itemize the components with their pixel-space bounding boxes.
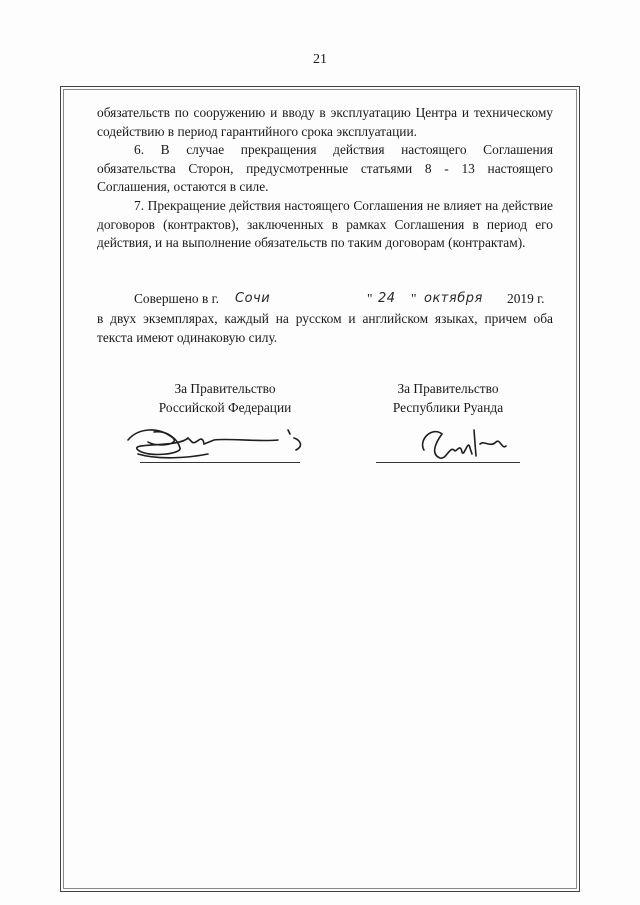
signatory-russia [130, 380, 320, 417]
city-handwritten: Сочи [235, 291, 271, 306]
paragraph-article-7: 7. Прекращение действия настоящего Соглашения не влияет на действие договоров (контрактов), заключенных в рамках Соглашения в период его действия, и на выполнение обязательств по таким договорам (контрактам). [97, 197, 553, 251]
closing-clause [97, 290, 553, 347]
day-handwritten: 24 [378, 291, 396, 306]
signature-line-rwanda [376, 462, 520, 463]
closing-date-line [97, 290, 553, 310]
agreement-body [97, 104, 553, 253]
signatory-rwanda [358, 380, 538, 417]
signature-rwanda [410, 420, 520, 464]
month-handwritten: октября [424, 291, 483, 306]
closing-rest: в двух экземплярах, каждый на русском и английском языках, причем оба текста имеют одинаковую силу. [97, 311, 553, 345]
month-open-quote: " [411, 291, 417, 306]
paragraph-continuation: обязательств по сооружению и вводу в эксплуатацию Центра и техническому содействию в период гарантийного срока эксплуатации. [97, 105, 553, 139]
signatory-russia-line2: Российской Федерации [158, 399, 292, 415]
done-at-label: Совершено в г. [134, 291, 219, 306]
day-open-quote: " [367, 291, 373, 306]
signature-russia [118, 418, 318, 468]
signature-line-russia [140, 462, 300, 463]
signatory-rwanda-line1: За Правительство [397, 381, 499, 396]
signatory-russia-line1: За Правительство [174, 381, 276, 396]
page-number: 21 [313, 52, 327, 67]
signatory-rwanda-line2: Республики Руанда [392, 399, 504, 415]
year-text: 2019 г. [507, 291, 545, 306]
paragraph-article-6: 6. В случае прекращения действия настоящего Соглашения обязательства Сторон, предусмотренные статьями 8 - 13 настоящего Соглашения, остаются в силе. [97, 142, 553, 195]
